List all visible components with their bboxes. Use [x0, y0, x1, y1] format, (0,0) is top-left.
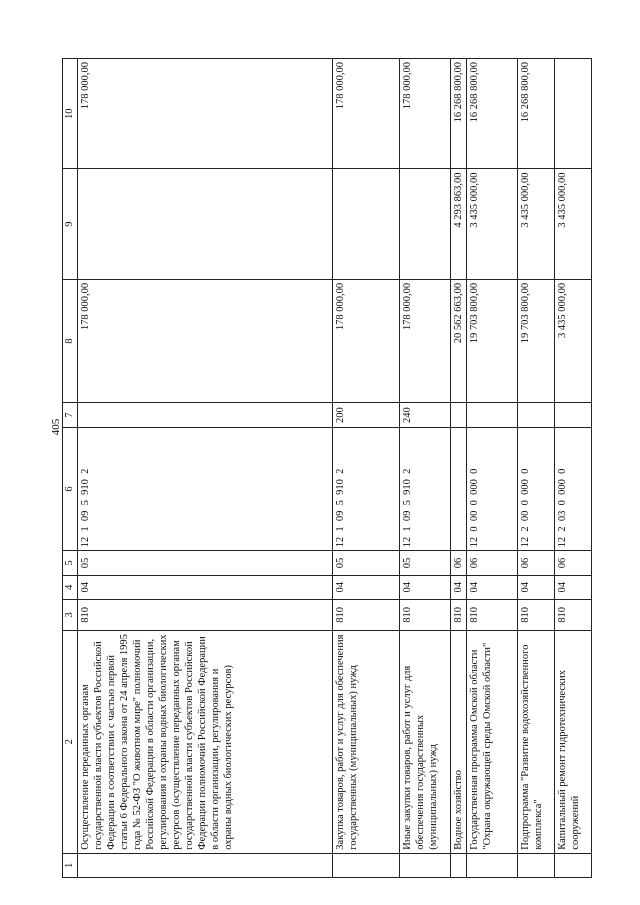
section-cell: 04 [555, 575, 592, 599]
ministry-code-cell: 810 [78, 599, 333, 630]
section-cell: 04 [467, 575, 518, 599]
amount-cell-8: 3 435 000,00 [555, 279, 592, 403]
row-number-cell [451, 853, 467, 877]
ministry-code-cell: 810 [467, 599, 518, 630]
amount-cell-9 [78, 169, 333, 279]
target-article-cell: 12 0 00 0 000 0 [467, 427, 518, 551]
section-cell: 04 [78, 575, 333, 599]
description-cell: Водное хозяйство [451, 630, 467, 853]
target-article-cell: 12 2 00 0 000 0 [518, 427, 555, 551]
table-row [333, 59, 400, 878]
amount-cell-9: 3 435 000,00 [518, 169, 555, 279]
header-row [63, 59, 78, 878]
header-cell-5: 5 [63, 551, 78, 575]
row-number-cell [555, 853, 592, 877]
budget-table [62, 58, 592, 878]
subsection-cell: 05 [78, 551, 333, 575]
amount-cell-9: 3 435 000,00 [555, 169, 592, 279]
target-article-cell: 12 2 03 0 000 0 [555, 427, 592, 551]
header-cell-2: 2 [63, 630, 78, 853]
row-number-cell [78, 853, 333, 877]
subsection-cell: 05 [333, 551, 400, 575]
amount-cell-8: 19 703 800,00 [467, 279, 518, 403]
subsection-cell: 05 [400, 551, 451, 575]
amount-cell-10 [555, 59, 592, 169]
section-cell: 04 [518, 575, 555, 599]
target-article-cell: 12 1 09 5 910 2 [333, 427, 400, 551]
subsection-cell: 06 [555, 551, 592, 575]
header-cell-10: 10 [63, 59, 78, 169]
amount-cell-8: 178 000,00 [78, 279, 333, 403]
subsection-cell: 06 [467, 551, 518, 575]
subsection-cell: 06 [451, 551, 467, 575]
amount-cell-8: 19 703 800,00 [518, 279, 555, 403]
header-cell-1: 1 [63, 853, 78, 877]
description-cell: Закупка товаров, работ и услуг для обеспечения государственных (муниципальных) нужд [333, 630, 400, 853]
row-number-cell [400, 853, 451, 877]
ministry-code-cell: 810 [518, 599, 555, 630]
header-cell-3: 3 [63, 599, 78, 630]
amount-cell-10: 178 000,00 [333, 59, 400, 169]
table-row [78, 59, 333, 878]
table-row [555, 59, 592, 878]
amount-cell-8: 178 000,00 [400, 279, 451, 403]
row-number-cell [518, 853, 555, 877]
description-cell: Иные закупки товаров, работ и услуг для обеспечения государственных (муниципальных) нужд [400, 630, 451, 853]
amount-cell-8: 178 000,00 [333, 279, 400, 403]
ministry-code-cell: 810 [400, 599, 451, 630]
table-row [451, 59, 467, 878]
header-cell-9: 9 [63, 169, 78, 279]
target-article-cell: 12 1 09 5 910 2 [78, 427, 333, 551]
amount-cell-10: 16 268 800,00 [518, 59, 555, 169]
row-number-cell [333, 853, 400, 877]
subsection-cell: 06 [518, 551, 555, 575]
target-article-cell: 12 1 09 5 910 2 [400, 427, 451, 551]
amount-cell-10: 16 268 800,00 [451, 59, 467, 169]
expense-type-cell [467, 403, 518, 427]
table-row [400, 59, 451, 878]
page-number: 405 [50, 418, 62, 436]
expense-type-cell [78, 403, 333, 427]
amount-cell-9: 4 293 863,00 [451, 169, 467, 279]
expense-type-cell: 200 [333, 403, 400, 427]
amount-cell-10: 178 000,00 [400, 59, 451, 169]
amount-cell-9: 3 435 000,00 [467, 169, 518, 279]
section-cell: 04 [451, 575, 467, 599]
section-cell: 04 [400, 575, 451, 599]
amount-cell-10: 16 268 800,00 [467, 59, 518, 169]
amount-cell-9 [400, 169, 451, 279]
rotated-budget-table [62, 58, 587, 878]
description-cell: Государственная программа Омской области "Охрана окружающей среды Омской области" [467, 630, 518, 853]
table-row [518, 59, 555, 878]
ministry-code-cell: 810 [555, 599, 592, 630]
amount-cell-8: 20 562 663,00 [451, 279, 467, 403]
header-cell-4: 4 [63, 575, 78, 599]
expense-type-cell [555, 403, 592, 427]
expense-type-cell [451, 403, 467, 427]
row-number-cell [467, 853, 518, 877]
ministry-code-cell: 810 [333, 599, 400, 630]
expense-type-cell [518, 403, 555, 427]
header-cell-7: 7 [63, 403, 78, 427]
header-cell-6: 6 [63, 427, 78, 551]
ministry-code-cell: 810 [451, 599, 467, 630]
description-cell: Подпрограмма "Развитие водохозяйственного комплекса" [518, 630, 555, 853]
amount-cell-9 [333, 169, 400, 279]
table-row [467, 59, 518, 878]
amount-cell-10: 178 000,00 [78, 59, 333, 169]
expense-type-cell: 240 [400, 403, 451, 427]
header-cell-8: 8 [63, 279, 78, 403]
description-cell: Осуществление переданных органам государственной власти субъектов Российской Федерации в соответствии с частью первой статьи 6 Федерального закона от 24 апреля 1995 года № 52-ФЗ "О животном мире" полномочий Российской Федерации в области организации, регулирования и охраны водных биологических ресурсов (осуществление переданных органам государственной власти субъектов Российской Федерации полномочий Российской Федерации в области организации, регулирования и охраны водных биологических ресурсов) [78, 630, 333, 853]
section-cell: 04 [333, 575, 400, 599]
description-cell: Капитальный ремонт гидротехнических сооружений [555, 630, 592, 853]
target-article-cell [451, 427, 467, 551]
